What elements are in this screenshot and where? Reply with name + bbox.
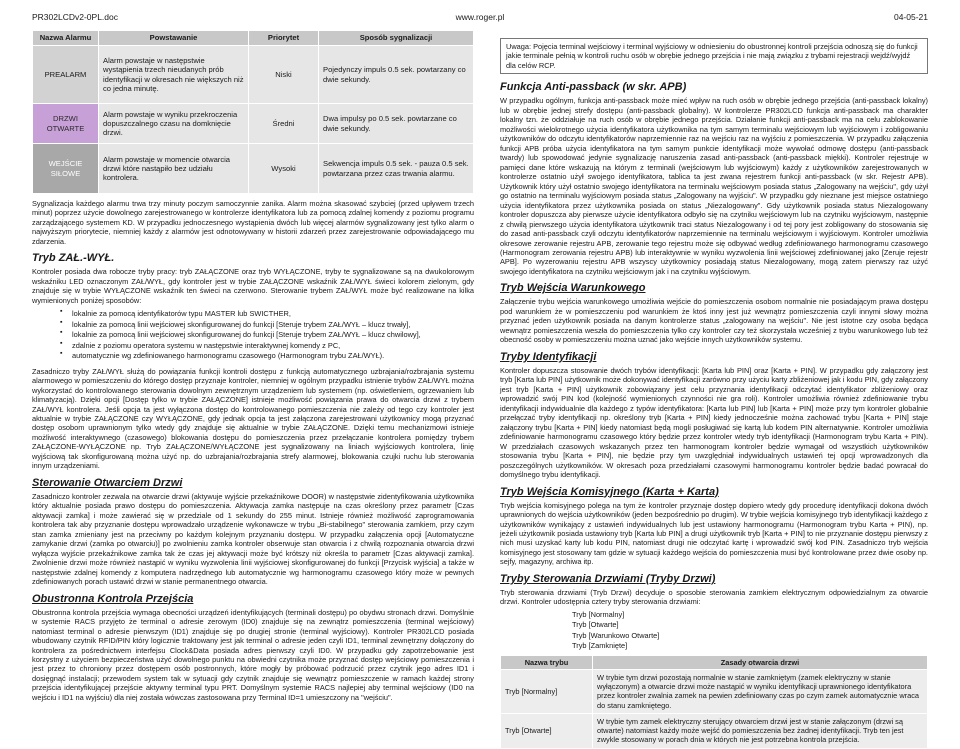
header-date: 04-05-21 <box>893 12 928 22</box>
section-title-tryb: Tryb ZAŁ.-WYŁ. <box>32 252 115 265</box>
section-title-warunkowe: Tryb Wejścia Warunkowego <box>500 282 646 295</box>
list-item: ▪ lokalnie za pomocą identyfikatorów typu MASTER lub SWICTHER, <box>60 309 474 318</box>
right-column <box>500 38 928 749</box>
section-title-apb: Funkcja Anti-passback (w skr. APB) <box>500 81 687 94</box>
list-item: Tryb [Zamknięte] <box>572 641 628 651</box>
left-text <box>32 199 474 702</box>
alarm-col-name: Nazwa Alarmu <box>33 31 99 46</box>
tryby-drzwi-paragraph: Tryb sterowania drzwiami (Tryb Drzwi) decyduje o sposobie sterowania zamkiem elektrycznym odpowiedzialnym za otwarcie drzwi. Kontroler udostępnia cztery tryby sterowania drzwiami: <box>500 587 928 607</box>
alarm-signal-paragraph: Sygnalizacja każdego alarmu trwa trzy minuty poczym samoczynnie zanika. Alarm można skasować szybciej (przed upływem trzech minut) poprzez użycie dowolnego zarejestrowanego w kontrolerze identyfikatora lub za pomocą zdalnej komendy z poziomu programu zarządzającego systemem KD. W przypadku jednoczesnego wystąpienia dwóch lub więcej alarmów sygnalizowany jest tylko alarm o najwyższym priorytecie, niemniej każdy z alarmów jest odnotowywany w historii zdarzeń przez zarejestrowanie odpowiadającego mu zdarzenia. <box>32 199 474 246</box>
apb-paragraph: W przypadku ogólnym, funkcja anti-passback może mieć wpływ na ruch osób w obrębie jednego przejścia (anti-passback lokalny) lub w obrębie jednej strefy dostępu (anti-passback globalny). W kontrolerze PR302LCD funkcja anti-passback ma charakter lokalny tzn. że oddziałuje na ruch osób w obrębie jednego przejścia. Działanie funkcji anti-passback ma na celu zablokowanie możliwości wielokrotnego użycia identyfikatora użytkownika na tym samym terminalu wejściowym lub wyjściowym i zobligowaniu użytkowników do odczytu identyfikatorów naprzemiennie raz na wejściu raz na wyjściu z pomieszczenia. W przypadku załączenia funkcji APB próba użycia identyfikatora na tym samym punkcie identyfikacji może wywołać odmowę dostępu (anti-passback twardy) lub spowodować jedynie sygnalizację naruszenia zasad anti-passback (anti-passback miękki). Kontroler rejestruje w pamięci dane które wskazują na którym z terminali (wejściowym lub wyjściowym) każdy z użytkowników zarejestrowanych w kontrolerze ostatnio użył swojego identyfikatora, tablica ta jest zwana rejestrem funkcji anti-passback (w skr. Rejestr APB). Użytkownik który użył ostatnio swojego identyfikatora na terminalu wejściowym posiada status „Zalogowany na wejściu", gdy użył go ostatnio na terminalu wyjściowym posiada status „Zalogowany na wyjściu". W przypadku gdy nieznane jest miejsce ostatniego użycia identyfikatora przez użytkownika posiada on status „Niezalogowany". Gdy użytkownik posiada status Niezalogowany kontroler dopuszcza aby pierwsze użycie identyfikatora odbyło się na czytniku wejściowym lub na czytniku wyjściowym, następnie z chwilą pierwszego użycia identyfikatora użytkownik traci status Niezalogowany i od tej pory jest zobligowany do stosowania się do zasad anti-passback czyli odczytu identyfikatorów naprzemiennie na terminalu wejściowym i wyjściowym. Kontroler umożliwia okresowe zerowanie rejestru APB, zerowanie tego rejestru może się odbywać według zdefiniowanego harmonogramu czasowego (Harmonogram zerowania rejestru APB) lub interaktywnie w wyniku wyzwolenia linii wejściowej zdefiniowanej jako [Zeruje rejestr APB]. Po wyzerowaniu rejestru APB wszyscy użytkownicy posiadają status Niezalogowany, mogą zatem pierwszy raz użyć swojego identyfikatora na czytniku wejściowym jak i na czytniku wyjściowym. <box>500 96 928 276</box>
obustronna-paragraph: Obustronna kontrola przejścia wymaga obecności urządzeń identyfikujących (terminali dostępu) po obydwu stronach drzwi. Domyślnie w systemie RACS przyjęto że terminal o adresie zerowym (ID0) znajduje się na zewnątrz pomieszczenia (terminal wejściowy) natomiast terminal o adresie pierwszym (ID1) znajduje się po drugiej stronie (terminal wyjściowy). Kontroler PR302LCD posiada wbudowany czytnik RFID/PIN który logicznie traktowany jest jak terminal o adresie jeden czyli ID1, terminal zewnętrzny dołączony do kontrolera za pośrednictwem interfejsu Clock&Data posiada adres pierwszy czyli ID0. W przypadku gdy zapotrzebowanie jest korzystny z użyciem bezpieczeństwa użyć dowolnego punktu na obwiedni czytnika może przyznać dostęp wejściowy pomieszczenia i jest przez to chroniony przez dostępem osób postronnych, które mogły by próbować podrzucić przez czytnik jego adres ID1 i dosięgnąć instalacji; przewodem system tak w sytuacji gdy czytnik znajduje się wewnątrz pomieszczenie w ramach każdej strony przejścia identyfikującej przejście aktywny terminal typu PRT. Domyślnym systemie RACS najlepiej aby terminal wejściowy (ID0 na wejściu i ID1 na wyjściu) dla niej została wówczas zastosowana przy Terminal ID=1 umieszczony na "wejściu". <box>32 607 474 702</box>
alarm-table <box>32 30 474 194</box>
list-item: ▪ lokalnie za pomocą linii wejściowej skonfigurowanej do funkcji [Steruje trybem ZAŁ/WYŁ – klucz chwilowy], <box>60 330 474 339</box>
alarm-col-priority: Priorytet <box>249 31 319 46</box>
sterowanie-paragraph: Zasadniczo kontroler zezwala na otwarcie drzwi (aktywuje wyjście przekaźnikowe DOOR) w następstwie zidentyfikowania użytkownika który aktualnie posiada prawo dostępu do pomieszczenia. Aktywacja zamka następuje na czas określony przez parametr [Czas aktywacji zamka] i może zawierać się w przedziale od 1 sekundy do 255 minut. Istnieje również możliwość zaprogramowania kontrolera tak aby przyznanie dostępu wprowadzało urządzenie wykonawcze w trybu „Bi-stabilnego" sterowania zamkiem, przy czym stan zamka zmieniany jest na przeciwny po każdym kolejnym przyznaniu dostępu. W przypadku załączenia opcji [Automatyczne zamykanie drzwi (zamka po otwarciu)] po zwolnieniu zamka kontroler obserwuje stan otwarcia i z chwilą rozpoznania otwarcia drzwi wyłącza wyjście przekaźnikowe zamka tak że czas jej aktywacji może być krótszy niż określa to parametr [Czas aktywacji zamka]. Zwolnienie drzwi może również nastąpić w wyniku wyzwolenia linii wyjściowej skonfigurowanej do funkcji [Przycisk wyjścia] a także w następstwie zdalnej komendy z komputera nadrzędnego lub automatycznie wg harmonogramu czasowego który może w pewnych zdefiniowanych porach ustawić drzwi w stanie permanentnego otwarcia. <box>32 491 474 587</box>
alarm-origin: Alarm powstaje w wyniku przekroczenia dopuszczalnego czasu na domknięcie drzwi. <box>99 104 249 144</box>
mode-col-rules: Zasady otwarcia drzwi <box>593 655 928 669</box>
zasadniczo-paragraph: Zasadniczo tryby ZAŁ/WYŁ służą do powiązania funkcji kontroli dostępu z funkcją automatycznego uzbrajania/rozbrajania systemu alarmowego w pomieszczeniu do którego dostęp przyznaje kontroler, niemniej w ogólnym przypadku istnienie trybów ZAŁ/WYŁ można wykorzystać do kontrolowanego sterowania dowolnym zewnętrznym urządzeniem lub systemem (np. oświetleniem, ogrzewaniem lub klimatyzacją). Dzięki opcji [Dostęp tylko w trybie ZAŁĄCZONE] istnieje możliwość powiązania prawa do otwarcia drzwi z trybem ZAŁ/WYŁ kontrolera. Jeśli opcja ta jest wyłączona dostęp do kontrolowanego pomieszczenia nie zależy od tego czy kontroler jest aktualnie w trybie ZAŁĄCZONE czy WYŁĄCZONE, gdy jednak opcja ta jest załączona zarejestrowani użytkownicy mogą przyznać dostęp osobom uprawnionym tylko wtedy gdy znajduje się aktualnie w trybie ZAŁĄCZONE. Dzięki temu mechanizmowi istnieje możliwość interaktywnego (czasowego) blokowania dostępu do pomieszczenia przez przełączanie kontrolera pomiędzy trybem ZAŁĄCZONE-WYŁĄCZONE np. Tryb ZAŁĄCZONE/WYŁĄCZONE jest sygnalizowany na liniach wyjściowych kontrolera, linię wyjściową tak skonfigurowaną można użyć np. do uzbrajania/rozbrajania strefy alarmowej, blokowania czujki ruchu lub sterowania innym urządzeniami. <box>32 366 474 471</box>
mode-desc: W trybie tym drzwi pozostają normalnie w stanie zamkniętym (zamek elektryczny w stanie wyłączonym) a otwarcie drzwi może nastąpić w wyniku identyfikacji uprawnionego identyfikatora przez kontroler zwalnia zamek na pewien zdefiniowany czas po czym zamek automatycznie wraca do stanu zamkniętego. <box>593 669 928 713</box>
alarm-col-signal: Sposób sygnalizacji <box>319 31 474 46</box>
door-mode-table <box>500 655 928 749</box>
table-row <box>501 669 928 713</box>
right-text <box>500 80 928 650</box>
tryb-control-list <box>32 309 474 360</box>
mode-col-name: Nazwa trybu <box>501 655 593 669</box>
alarm-row <box>33 46 474 104</box>
section-title-obustronna: Obustronna Kontrola Przejścia <box>32 592 194 605</box>
alarm-name: WEJŚCIE SIŁOWE <box>33 144 99 194</box>
warunkowe-paragraph: Załączenie trybu wejścia warunkowego umożliwia wejście do pomieszczenia osobom normalnie nie posiadającym prawa dostępu pod warunkiem że w pomieszczeniu pod warunkiem że ktoś inny jest już wewnątrz pomieszczenia czyli innymi słowy można przyznać jeden użytkownik posiada na danym kontrolerze status „zalogowany na wejściu". Nie jest istotne czy osoba będąca wewnątrz pomieszczenia weszła do pomieszczenia tylko czy kontroler czy też skorzystała wcześniej z trybu warunkowego lub też obecność osoby w pomieszczeniu można uznać jako wejście innych użytkowników systemu. <box>500 297 928 345</box>
section-title-identyfikacja: Tryby Identyfikacji <box>500 350 597 363</box>
alarm-priority: Wysoki <box>249 144 319 194</box>
alarm-col-origin: Powstawanie <box>99 31 249 46</box>
alarm-origin: Alarm powstaje w momencie otwarcia drzwi które nastąpiło bez udziału kontrolera. <box>99 144 249 194</box>
door-modes-list <box>500 610 928 651</box>
mode-desc: W trybie tym zamek elektryczny sterujący otwarciem drzwi jest w stanie załączonym (drzwi są otwarte) natomiast każdy może wejść do pomieszczenia bez żadnej identyfikacji. Tryb ten jest zwykle stosowany w porach dnia w których nie jest potrzebna kontrola przejścia. <box>593 713 928 748</box>
alarm-row <box>33 104 474 144</box>
tryb-paragraph: Kontroler posiada dwa robocze tryby pracy: tryb ZAŁĄCZONE oraz tryb WYŁĄCZONE, tryby te sygnalizowane są na dwukolorowym wskaźniku LED oznaczonym ZAŁ/WYŁ, gdy kontroler jest w trybie ZAŁĄCZONE wskaźnik ZAŁ/WYŁ świeci kolorem zielonym, gdy znajduje się w trybie WYŁĄCZONE wskaźnik ten świeci na czerwono. Sterowanie trybem ZAŁ/WYŁ może być realizowane na kilka wymienionych poniżej sposobów: <box>32 267 474 305</box>
list-item: Tryb [Warunkowo Otwarte] <box>572 630 660 640</box>
list-item: ▪ zdalnie z poziomu operatora systemu w następstwie interaktywnej komendy z PC, <box>60 341 474 350</box>
note-box: Uwaga: Pojęcia terminal wejściowy i terminal wyjściowy w odniesieniu do obustronnej kontroli przejścia odnoszą się do funkcji jakie terminale pełnią w kontroli ruchu osób w obrębie jednego przejścia i nie mają związku z trybami rejestracji wejdź/wyjdź dla celów RCP. <box>500 38 928 74</box>
list-item: ▪ automatycznie wg zdefiniowanego harmonogramu czasowego (Harmonogram trybu ZAŁ/WYŁ). <box>60 351 474 360</box>
table-row <box>501 713 928 748</box>
page-header <box>32 12 928 26</box>
section-title-tryby-drzwi: Tryby Sterowania Drzwiami (Tryby Drzwi) <box>500 572 716 585</box>
mode-name: Tryb [Otwarte] <box>501 713 593 748</box>
alarm-row <box>33 144 474 194</box>
list-item: ▪ lokalnie za pomocą linii wejściowej skonfigurowanej do funkcji [Steruje trybem ZAŁ/WYŁ – klucz trwały], <box>60 320 474 329</box>
alarm-signal: Dwa impulsy po 0.5 sek. powtarzane co dwie sekundy. <box>319 104 474 144</box>
alarm-name: PREALARM <box>33 46 99 104</box>
alarm-signal: Pojedynczy impuls 0.5 sek. powtarzany co dwie sekundy. <box>319 46 474 104</box>
section-title-sterowanie: Sterowanie Otwarciem Drzwi <box>32 476 183 489</box>
section-title-komisyjne: Tryb Wejścia Komisyjnego (Karta + Karta) <box>500 485 719 498</box>
alarm-signal: Sekwencja impuls 0.5 sek. - pauza 0.5 sek. powtarzana przez czas trwania alarmu. <box>319 144 474 194</box>
list-item: Tryb [Otwarte] <box>572 620 619 630</box>
mode-name: Tryb [Normalny] <box>501 669 593 713</box>
header-filename: PR302LCDv2-0PL.doc <box>32 12 118 22</box>
list-item: Tryb [Normalny] <box>572 609 625 619</box>
alarm-priority: Średni <box>249 104 319 144</box>
alarm-origin: Alarm powstaje w następstwie wystąpienia trzech nieudanych prób identyfikacji w okresach nie większych niż co jedna minutę. <box>99 46 249 104</box>
alarm-name: DRZWI OTWARTE <box>33 104 99 144</box>
alarm-priority: Niski <box>249 46 319 104</box>
identyfikacja-paragraph: Kontroler dopuszcza stosowanie dwóch trybów identyfikacji: [Karta lub PIN] oraz [Karta + PIN]. W przypadku gdy załączony jest tryb [Karta lub PIN] użytkownik może dokonywać identyfikacji zarówno przy użyciu karty zbliżeniowej jak i kodu PIN, gdy załączony jest tryb [Karta + PIN] użytkownik zobowiązany jest celu przyznania identyfikacji odczytać identyfikator zbliżeniowy oraz wprowadzić swój PIN kod (kolejność wymienionych czynności nie gra roli). Kontroler umożliwia również zdefiniowanie trybu identyfikacji indywidualnie dla każdego z typów identyfikatora: [Karta lub PIN] lub [Karta + PIN] może przy tym kontroler globalnie przełączać tryby identyfikacji np. określony tryb [Karta + PIN] kiedy jednocześnie można zachować trybu [Karta + PIN] staje załączony trybu [Karta + PIN] kiedy natomiast będą mogli posługiwać się kartą lub kodem PIN alternatywnie. Kontroler umożliwia zdefiniowanie harmonogramu czasowego który będzie przez kontroler wtedy tryb identyfikacji (Harmonogram trybu Karta + PIN). W przedziałach czasowych wskazanych przez ten harmonogram kontroler będzie wymagał od wszystkich użytkowników stosowania trybu [Karta + PIN], nie będzie przy tym uwzględniał indywidualnych ustawień tej opcji wprowadzonych dla poszczególnych użytkowników. W okresach poza przedziałami czasowymi harmonogramu kontroler będzie badać powracał do domyślnego trybu identyfikacji. <box>500 365 928 480</box>
left-column <box>32 30 474 704</box>
komisyjne-paragraph: Tryb wejścia komisyjnego polega na tym że kontroler przyznaje dostęp dopiero wtedy gdy procedurę identyfikacji dokona dwóch uprawnionych do wejścia użytkowników (jeden bezpośrednio po drugim). W trybie wejścia komisyjnego tryb identyfikacji każdego z użytkowników wynikający z ustawień indywidualnych lub jest ustawiony harmonogramu (Harmonogram trybu Karta + PIN), np. jeżeli użytkownik posiada ustawiony tryb [Karta lub PIN] a drugi użytkownik tryb [Karta + PIN] to nie przyznanie dostępu pierwszy z nich musi uzyskać karty lub kodu PIN, natomiast drugi nie odczytać kartę i wprowadzić swój kod PIN. Zasadniczo tryb wejścia komisyjnego jest stosowany tam gdzie w sytuacji każdego wejścia do pomieszczenia musi być kontrolowane przez dwie osoby np. sejfy, magazyny, archiwa itp. <box>500 500 928 567</box>
header-website: www.roger.pl <box>455 12 505 22</box>
